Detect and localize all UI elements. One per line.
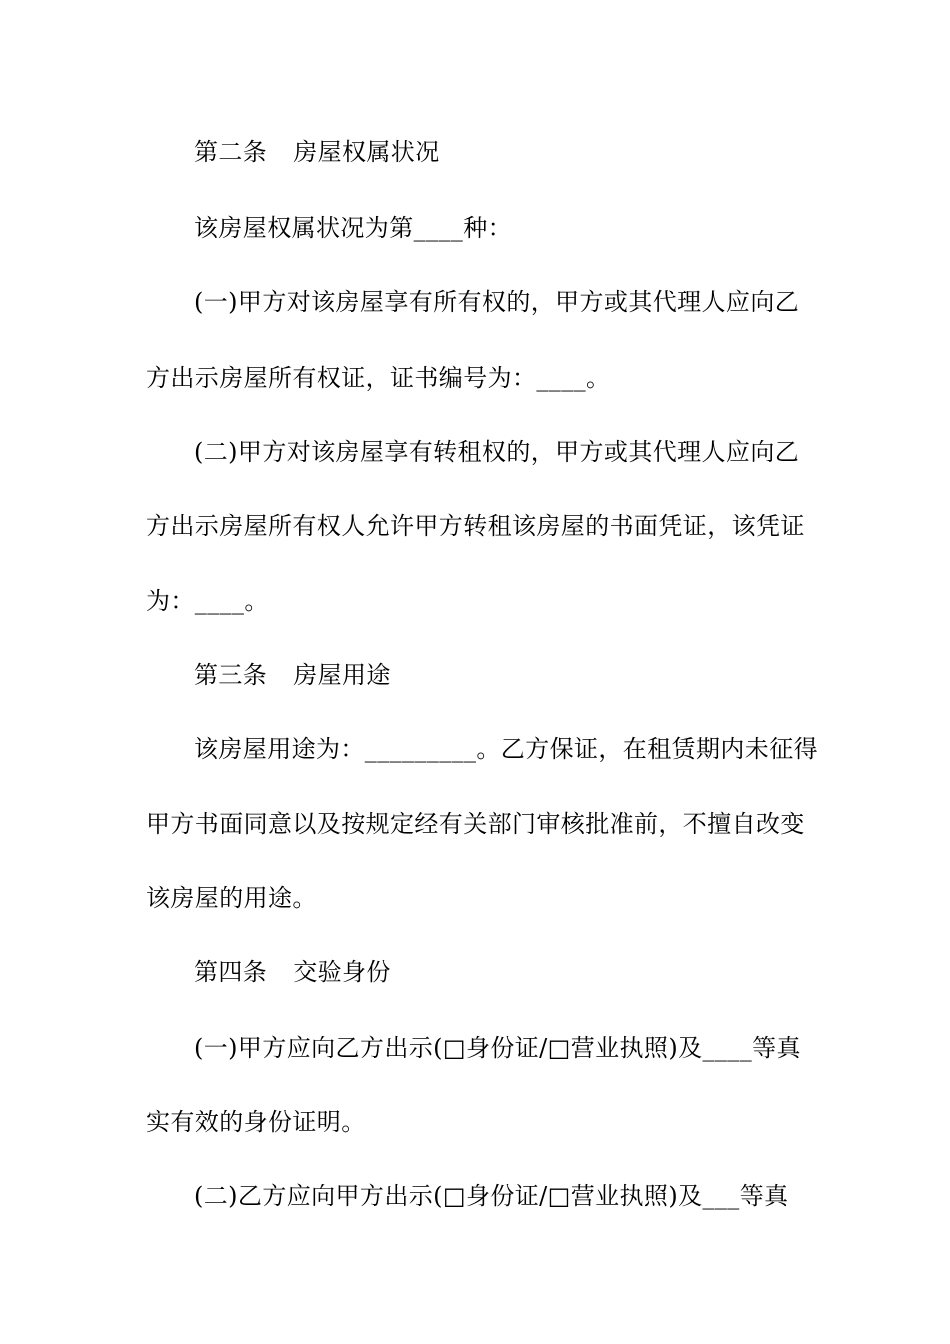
- article-3-line-3: 该房屋的用途。: [146, 884, 317, 912]
- article-4-heading: [146, 957, 859, 987]
- article-2-item-2-line-2: 方出示房屋所有权人允许甲方转租该房屋的书面凭证，该凭证: [146, 512, 805, 540]
- article-2-title: 房屋权属状况: [293, 138, 440, 166]
- article-3-line-1: 该房屋用途为：_________。乙方保证，在租赁期内未征得: [194, 735, 818, 763]
- article-3-line-2: 甲方书面同意以及按规定经有关部门审核批准前，不擅自改变: [146, 810, 805, 838]
- article-2-item-2-line-3: 为：____。: [146, 587, 269, 615]
- article-2-item-1-line-1: (一)甲方对该房屋享有所有权的，甲方或其代理人应向乙: [194, 288, 800, 316]
- article-4-item-1-line-1: (一)甲方应向乙方出示(□身份证/□营业执照)及____等真: [194, 1034, 801, 1062]
- article-2-item-1-line-2: 方出示房屋所有权证，证书编号为：____。: [146, 364, 611, 392]
- article-3-title: 房屋用途: [293, 661, 391, 689]
- article-4-number: 第四条: [194, 958, 268, 986]
- article-2-number: 第二条: [194, 138, 268, 166]
- article-2-item-2-line-1: (二)甲方对该房屋享有转租权的，甲方或其代理人应向乙: [194, 438, 800, 466]
- article-2-heading: [146, 137, 859, 167]
- article-3-heading: [146, 660, 859, 690]
- article-4-title: 交验身份: [293, 958, 391, 986]
- article-2-intro: 该房屋权属状况为第____种：: [194, 214, 512, 242]
- article-4-item-1-line-2: 实有效的身份证明。: [146, 1108, 366, 1136]
- article-3-number: 第三条: [194, 661, 268, 689]
- article-4-item-2-line-1: (二)乙方应向甲方出示(□身份证/□营业执照)及___等真: [194, 1182, 789, 1210]
